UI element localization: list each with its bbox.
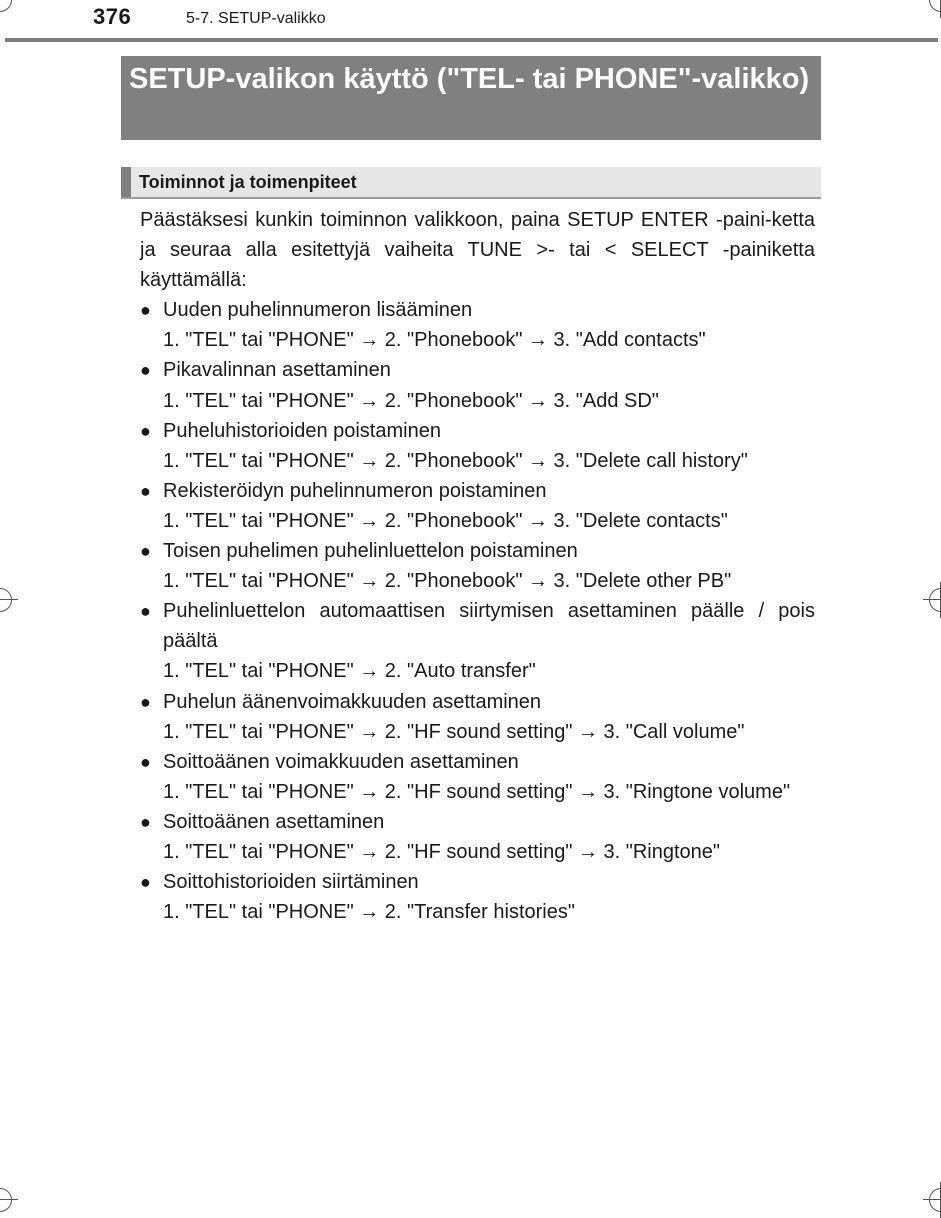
bullet-icon: ●	[140, 300, 151, 321]
bullet-icon: ●	[140, 541, 151, 562]
body-text	[140, 205, 815, 927]
list-item	[140, 295, 815, 355]
list-item-path: 1. "TEL" tai "PHONE" → 2. "Phonebook" → 3. "Delete other PB"	[163, 570, 732, 593]
list-item-title: Uuden puhelinnumeron lisääminen	[163, 299, 473, 322]
registration-mark-bottom-left	[0, 1188, 12, 1212]
registration-mark-top-left	[0, 0, 12, 12]
bullet-icon: ●	[140, 360, 151, 381]
section-heading-bar	[121, 167, 821, 199]
chapter-heading: 5-7. SETUP-valikko	[186, 10, 326, 27]
list-item-title: Soittoäänen voimakkuuden asettaminen	[163, 750, 519, 773]
list-item	[140, 747, 815, 807]
list-item-path: 1. "TEL" tai "PHONE" → 2. "HF sound setting" → 3. "Ringtone"	[163, 840, 721, 863]
bullet-icon: ●	[140, 601, 151, 622]
list-item-path: 1. "TEL" tai "PHONE" → 2. "Phonebook" → 3. "Delete contacts"	[163, 509, 728, 532]
list-item	[140, 536, 815, 596]
list-item-path: 1. "TEL" tai "PHONE" → 2. "Phonebook" → 3. "Add contacts"	[163, 329, 706, 352]
bullet-icon: ●	[140, 691, 151, 712]
list-item	[140, 355, 815, 415]
list-item-path: 1. "TEL" tai "PHONE" → 2. "Phonebook" → 3. "Delete call history"	[163, 449, 748, 472]
list-item-path: 1. "TEL" tai "PHONE" → 2. "Transfer histories"	[163, 901, 575, 924]
bullet-icon: ●	[140, 872, 151, 893]
bullet-icon: ●	[140, 751, 151, 772]
list-item	[140, 867, 815, 927]
list-item-title: Soittoäänen asettaminen	[163, 810, 385, 833]
registration-mark-bottom-right	[929, 1188, 941, 1212]
list-item	[140, 687, 815, 747]
list-item	[140, 416, 815, 476]
page-title: SETUP-valikon käyttö ("TEL- tai PHONE"-valikko)	[121, 56, 821, 140]
list-item-title: Soittohistorioiden siirtäminen	[163, 871, 419, 894]
registration-mark-mid-left	[0, 588, 12, 612]
bullet-icon: ●	[140, 811, 151, 832]
header-divider	[5, 38, 938, 42]
list-item	[140, 596, 815, 686]
list-item-title: Puhelinluettelon automaattisen siirtymisen asettaminen päälle / pois päältä	[163, 600, 815, 653]
list-item-title: Pikavalinnan asettaminen	[163, 359, 391, 382]
section-heading-marker	[121, 167, 131, 197]
list-item	[140, 807, 815, 867]
registration-mark-top-right	[929, 0, 941, 12]
list-item-title: Rekisteröidyn puhelinnumeron poistaminen	[163, 479, 547, 502]
list-item-title: Puheluhistorioiden poistaminen	[163, 419, 441, 442]
bullet-icon: ●	[140, 420, 151, 441]
intro-paragraph: Päästäksesi kunkin toiminnon valikkoon, paina SETUP ENTER -paini-ketta ja seuraa alla esitettyjä vaiheita TUNE >- tai < SELECT -painiketta käyttämällä:	[140, 209, 815, 292]
list-item	[140, 476, 815, 536]
page-number: 376	[93, 4, 132, 29]
bullet-icon: ●	[140, 480, 151, 501]
list-item-path: 1. "TEL" tai "PHONE" → 2. "Auto transfer"	[163, 660, 536, 683]
section-heading: Toiminnot ja toimenpiteet	[139, 172, 357, 192]
list-item-path: 1. "TEL" tai "PHONE" → 2. "Phonebook" → 3. "Add SD"	[163, 389, 659, 412]
list-item-title: Toisen puhelimen puhelinluettelon poistaminen	[163, 540, 578, 563]
registration-mark-mid-right	[929, 588, 941, 612]
list-item-title: Puhelun äänenvoimakkuuden asettaminen	[163, 690, 542, 713]
list-item-path: 1. "TEL" tai "PHONE" → 2. "HF sound setting" → 3. "Ringtone volume"	[163, 780, 791, 803]
list-item-path: 1. "TEL" tai "PHONE" → 2. "HF sound setting" → 3. "Call volume"	[163, 720, 745, 743]
